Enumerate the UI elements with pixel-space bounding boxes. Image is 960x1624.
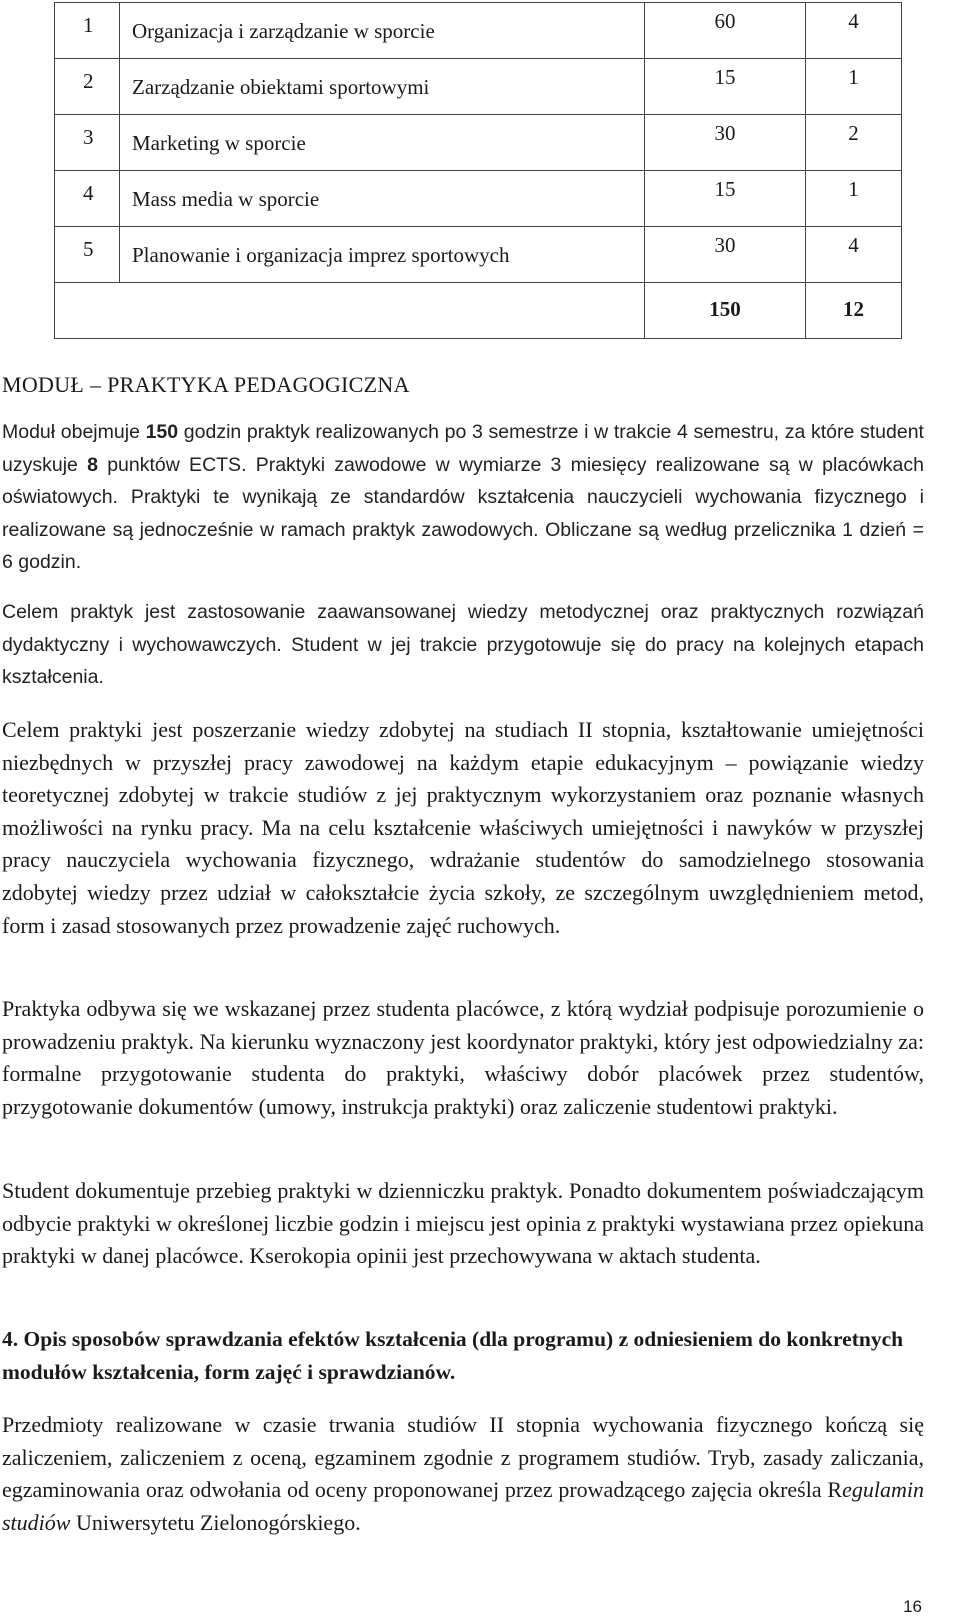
row-number-cell: 1 [55, 3, 120, 59]
ects-cell: 2 [806, 115, 902, 171]
course-name-cell: Organizacja i zarządzanie w sporcie [120, 3, 645, 59]
total-ects-cell: 12 [806, 283, 902, 339]
table-total-row [55, 283, 902, 339]
total-blank-cell [55, 283, 645, 339]
hours-cell: 15 [645, 59, 806, 115]
ects-cell: 1 [806, 59, 902, 115]
hours-cell: 15 [645, 171, 806, 227]
course-name-cell: Planowanie i organizacja imprez sportowych [120, 227, 645, 283]
module-description-paragraph: Moduł obejmuje 150 godzin praktyk realizowanych po 3 semestrze i w trakcie 4 semestru, za które student uzyskuje 8 punktów ECTS. Praktyki zawodowe w wymiarze 3 miesięcy realizowane są w placówkach oświatowych. Praktyki te wynikają ze standardów kształcenia nauczycieli wychowania fizycznego i realizowane są jednocześnie w ramach praktyk zawodowych. Obliczane są według przelicznika 1 dzień = 6 godzin. [2, 421, 924, 573]
course-name-cell: Mass media w sporcie [120, 171, 645, 227]
row-number-cell: 4 [55, 171, 120, 227]
practice-documentation-paragraph: Student dokumentuje przebieg praktyki w dzienniczku praktyk. Ponadto dokumentem poświadczającym odbycie praktyki w określonej liczbie godzin i miejscu jest opinia z praktyki wystawiana przez opiekuna praktyki w danej placówce. Kserokopia opinii jest przechowywana w aktach studenta. [2, 1178, 924, 1269]
hours-cell: 60 [645, 3, 806, 59]
course-name-cell: Marketing w sporcie [120, 115, 645, 171]
table-row [55, 171, 902, 227]
row-number-cell: 3 [55, 115, 120, 171]
assessment-paragraph: Przedmioty realizowane w czasie trwania studiów II stopnia wychowania fizycznego kończą się zaliczeniem, zaliczeniem z oceną, egzaminem zgodnie z programem studiów. Tryb, zasady zaliczania, egzaminowania oraz odwołania od oceny proponowanej przez prowadzącego zajęcia określa Regulamin studiów Uniwersytetu Zielonogórskiego. [2, 1412, 924, 1535]
practice-goal-paragraph: Celem praktyk jest zastosowanie zaawansowanej wiedzy metodycznej oraz praktycznych rozwiązań dydaktyczny i wychowawczych. Student w jej trakcie przygotowuje się do pracy na kolejnych etapach kształcenia. [2, 601, 924, 688]
practice-purpose-paragraph: Celem praktyki jest poszerzanie wiedzy zdobytej na studiach II stopnia, kształtowanie umiejętności niezbędnych w przyszłej pracy zawodowej na każdym etapie edukacyjnym – powiązanie wiedzy teoretycznej zdobytej w trakcie studiów z jej praktycznym wykorzystaniem oraz poznanie własnych możliwości na rynku pracy. Ma na celu kształcenie właściwych umiejętności i nawyków w przyszłej pracy nauczyciela wychowania fizycznego, wdrażanie studentów do samodzielnego stosowania zdobytej wiedzy przez udział w całokształcie życia szkoły, ze szczególnym uwzględnieniem metod, form i zasad stosowanych przez prowadzenie zajęć ruchowych. [2, 717, 924, 938]
total-hours-cell: 150 [645, 283, 806, 339]
points-value: 8 [87, 453, 98, 476]
course-table [54, 2, 902, 339]
ects-cell: 1 [806, 171, 902, 227]
practice-organization-paragraph: Praktyka odbywa się we wskazanej przez studenta placówce, z którą wydział podpisuje porozumienie o prowadzeniu praktyk. Na kierunku wyznaczony jest koordynator praktyki, który jest odpowiedzialny za: formalne przygotowanie studenta do praktyki, właściwy dobór placówek przez studentów, przygotowanie dokumentów (umowy, instrukcja praktyki) oraz zaliczenie studentowi praktyki. [2, 996, 924, 1119]
hours-cell: 30 [645, 115, 806, 171]
table-row [55, 59, 902, 115]
hours-value: 150 [145, 421, 179, 443]
row-number-cell: 2 [55, 59, 120, 115]
table-row [55, 227, 902, 283]
ects-cell: 4 [806, 3, 902, 59]
section-4-heading: 4. Opis sposobów sprawdzania efektów kształcenia (dla programu) z odniesieniem do konkretnych modułów kształcenia, form zajęć i sprawdzianów. [2, 1327, 904, 1384]
ects-cell: 4 [806, 227, 902, 283]
table-row [55, 3, 902, 59]
hours-cell: 30 [645, 227, 806, 283]
page-number: 16 [903, 1597, 922, 1616]
row-number-cell: 5 [55, 227, 120, 283]
module-heading: MODUŁ – PRAKTYKA PEDAGOGICZNA [2, 372, 410, 397]
table-row [55, 115, 902, 171]
course-name-cell: Zarządzanie obiektami sportowymi [120, 59, 645, 115]
